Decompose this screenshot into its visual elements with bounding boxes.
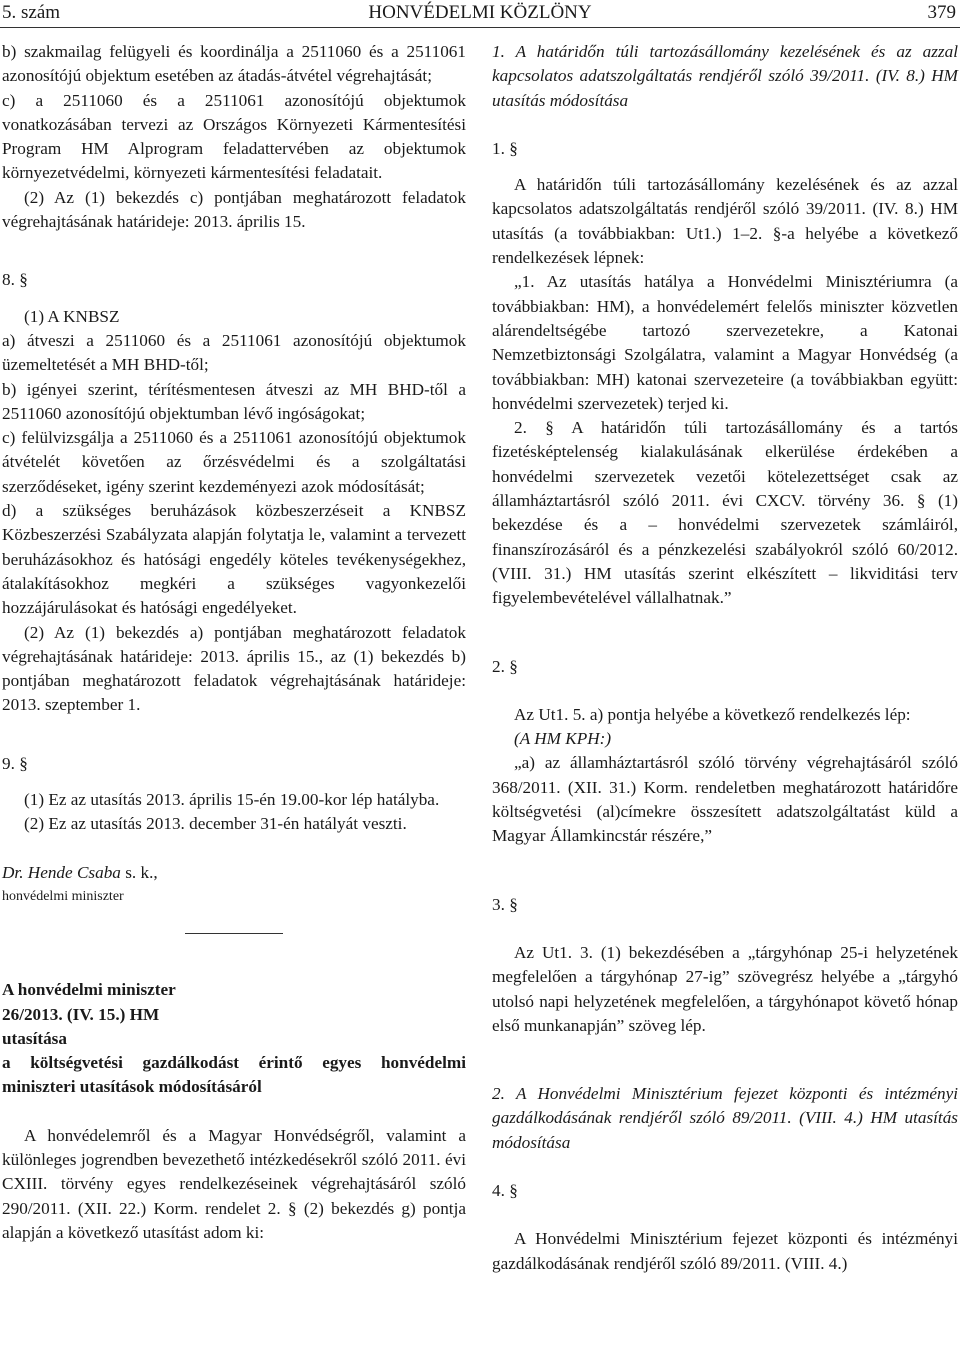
paragraph: A határidőn túli tartozásállomány kezelésének és az azzal kapcsolatos adatszolgáltatás rendjéről szóló 39/2011. (IV. 8.) HM utasítás (a továbbiakban: Ut1.) 1–2. §-a helyébe a következő rendelkezések lépnek: <box>492 175 958 268</box>
paragraph: c) a 2511060 és a 2511061 azonosítójú objektumok vonatkozásában tervezi az Országos Környezeti Kármentesítési Program HM Alprogram feladattervében az objektumok környezetvédelmi, környezeti kármentesítési feladatait. <box>2 90 466 183</box>
paragraph: b) igényei szerint, térítésmentesen átveszi az MH BHD-től a 2511060 azonosítójú objektumban lévő ingóságokat; <box>2 379 466 423</box>
paragraph: Az Ut1. 3. (1) bekezdésében a „tárgyhónap 25-i helyzetének megfelelően a tárgyhónap 27-ig” szövegrész helyébe a „tárgyhó utolsó napi helyzetének megfelelően, a tárgyhónapot követő hónap első munkanapján” szöveg lép. <box>492 942 958 1035</box>
paragraph: „1. Az utasítás hatálya a Honvédelmi Minisztériumra (a továbbiakban: HM), a honvédelemért felelős miniszter közvetlen alárendeltségébe tartozó szervezetekre, a Katonai Nemzetbiztonsági Szolgálatra, valamint a Magyar Honvédség (a továbbiakban: MH) katonai szervezeteire (a továbbiakban együtt: honvédelmi szervezetek) terjed ki. <box>492 272 958 413</box>
paragraph: (1) Ez az utasítás 2013. április 15-én 19.00-kor lép hatályba. <box>24 790 440 810</box>
paragraph: „a) az államháztartásról szóló törvény végrehajtásáról szóló 368/2011. (XII. 31.) Korm. rendeletben meghatározott határidőre költségvetési (al)címekre összesített adatszolgáltatást küld a Magyar Államkincstár részére,” <box>492 753 958 846</box>
paragraph: b) szakmailag felügyeli és koordinálja a 2511060 és a 2511061 azonosítójú objektum esetében az átadás-átvétel végrehajtását; <box>2 42 466 86</box>
chapter-heading-2: 2. A Honvédelmi Minisztérium fejezet központi és intézményi gazdálkodásának rendjéről szóló 89/2011. (VIII. 4.) HM utasítás módosítása <box>492 1084 958 1152</box>
paragraph: c) felülvizsgálja a 2511060 és a 2511061 azonosítójú objektumok átvételét követően az őrzésvédelmi és a szolgáltatási szerződéseket, igény szerint kezdeményezi azok módosítását; <box>2 428 466 496</box>
paragraph: (2) Ez az utasítás 2013. december 31-én hatályát veszti. <box>24 814 407 834</box>
document-number: 26/2013. (IV. 15.) HM <box>2 1004 160 1024</box>
paragraph: A Honvédelmi Minisztérium fejezet központi és intézményi gazdálkodásának rendjéről szóló 89/2011. (VIII. 4.) <box>492 1229 958 1273</box>
paragraph: d) a szükséges beruházások közbeszerzéseit a KNBSZ Közbeszerzési Szabályzata alapján folytatja le, valamint a tervezett beruházásokhoz és hatósági engedély köteles tevékenységekhez, átalakításokhoz megkéri a szükséges vagyonkezelői hozzájárulásokat és hatósági engedélyeket. <box>2 501 466 618</box>
document-subject: a költségvetési gazdálkodást érintő egyes honvédelmi miniszteri utasítások módosításáról <box>2 1053 466 1097</box>
paragraph: (2) Az (1) bekezdés a) pontjában meghatározott feladatok végrehajtásának határideje: 2013. április 15., az (1) bekezdés b) pontjában meghatározott feladatok végrehajtásának határideje: 2013. szeptember 1. <box>2 622 466 715</box>
paragraph: (2) Az (1) bekezdés c) pontjában meghatározott feladatok végrehajtásának határideje: 2013. április 15. <box>2 187 466 232</box>
paragraph: 2. § A határidőn túli tartozásállomány és a tartós fizetésképtelenség kialakulásának elkerülése érdekében a honvédelmi szervezetek vezetői kötelezettséget csak az államháztartásról szóló 2011. évi CXCV. törvény 36. § (1) bekezdése és a – honvédelmi szervezetek számláiról, finanszírozásáról és a pénzkezelési szabályokról szóló 60/2012. (VIII. 31.) HM utasítás szerint elkészített – likviditási terv figyelembevételével vállalhatnak.” <box>492 418 958 608</box>
section-heading-1: 1. § <box>492 138 518 158</box>
document-title-line: A honvédelmi miniszter <box>2 980 176 1000</box>
left-column <box>2 40 466 1245</box>
chapter-heading-1: 1. A határidőn túli tartozásállomány kezelésének és az azzal kapcsolatos adatszolgáltatás rendjéről szóló 39/2011. (IV. 8.) HM utasítás módosítása <box>492 42 958 110</box>
page-header <box>0 0 960 26</box>
issue-number: 5. szám <box>2 2 61 23</box>
signer-title: honvédelmi miniszter <box>2 888 124 904</box>
signed-mark: s. k., <box>120 862 158 882</box>
page-number: 379 <box>927 2 956 23</box>
section-heading-8: 8. § <box>2 270 28 290</box>
section-heading-9: 9. § <box>2 753 28 773</box>
right-column <box>492 40 958 1276</box>
signer-name: Dr. Hende Csaba <box>2 862 121 882</box>
section-heading-4: 4. § <box>492 1180 518 1200</box>
document-type: utasítása <box>2 1028 67 1048</box>
paragraph: Az Ut1. 5. a) pontja helyébe a következő rendelkezés lép: <box>514 704 911 724</box>
paragraph: a) átveszi a 2511060 és a 2511061 azonosítójú objektumok üzemeltetését a MH BHD-től; <box>2 330 466 375</box>
paragraph: (1) A KNBSZ <box>24 306 120 326</box>
preamble: A honvédelemről és a Magyar Honvédségről, valamint a különleges jogrendben bevezethető intézkedésekről szóló 2011. évi CXIII. törvény egyes rendelkezéseinek végrehajtásáról szóló 290/2011. (XII. 22.) Korm. rendelet 2. § (2) bekezdés g) pontja alapján a következő utasítást adom ki: <box>2 1125 466 1242</box>
header-rule <box>0 27 960 28</box>
paragraph: (A HM KPH:) <box>514 729 612 749</box>
journal-title: HONVÉDELMI KÖZLÖNY <box>368 2 592 23</box>
signature-line <box>2 861 466 885</box>
section-heading-3: 3. § <box>492 894 518 914</box>
section-heading-2: 2. § <box>492 656 518 676</box>
